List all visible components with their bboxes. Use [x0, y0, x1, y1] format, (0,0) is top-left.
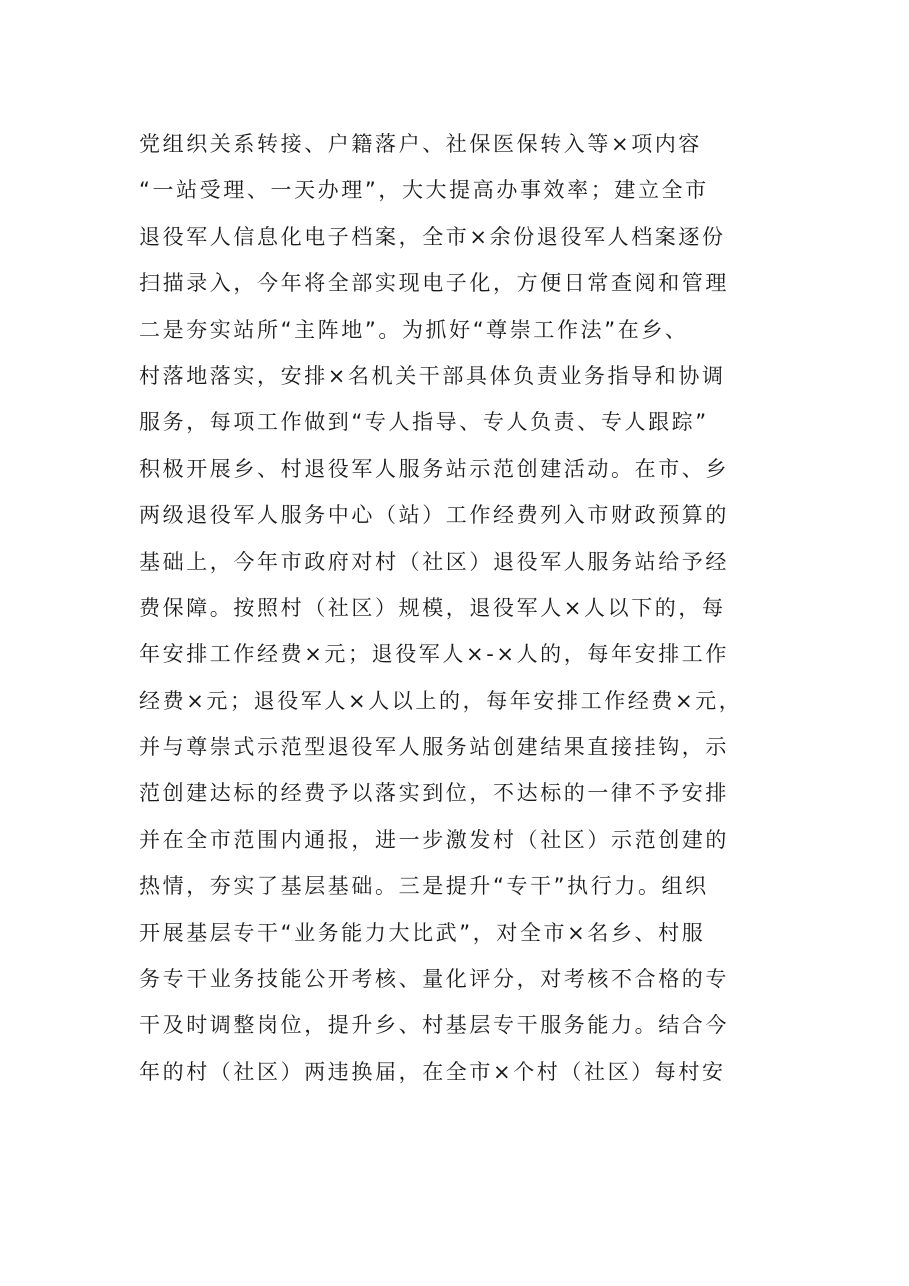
text-line: 扫描录入，今年将全部实现电子化，方便日常查阅和管理: [139, 271, 729, 296]
text-line: 并在全市范围内通报，进一步激发村（社区）示范创建的: [139, 827, 729, 852]
text-line: 年安排工作经费×元；退役军人×-×人的，每年安排工作: [139, 642, 729, 667]
text-line: 基础上，今年市政府对村（社区）退役军人服务站给予经: [139, 549, 729, 574]
text-line: 年的村（社区）两违换届，在全市×个村（社区）每村安: [139, 1059, 726, 1084]
text-line: 干及时调整岗位，提升乡、村基层专干服务能力。结合今: [139, 1013, 729, 1038]
text-line: 退役军人信息化电子档案，全市×余份退役军人档案逐份: [139, 224, 726, 249]
text-line: 积极开展乡、村退役军人服务站示范创建活动。在市、乡: [139, 456, 729, 481]
body-text: [139, 121, 779, 1095]
text-line: 经费×元；退役军人×人以上的，每年安排工作经费×元，: [139, 688, 743, 713]
text-line: “一站受理、一天办理”，大大提高办事效率；建立全市: [139, 178, 709, 203]
text-line: 二是夯实站所“主阵地”。为抓好“尊崇工作法”在乡、: [139, 317, 689, 342]
text-line: 费保障。按照村（社区）规模，退役军人×人以下的，每: [139, 595, 726, 620]
text-line: 范创建达标的经费予以落实到位，不达标的一律不予安排: [139, 781, 729, 806]
text-line: 两级退役军人服务中心（站）工作经费列入市财政预算的: [139, 503, 729, 528]
text-line: 热情，夯实了基层基础。三是提升“专干”执行力。组织: [139, 874, 709, 899]
text-line: 务专干业务技能公开考核、量化评分，对考核不合格的专: [139, 967, 729, 992]
text-line: 党组织关系转接、户籍落户、社保医保转入等×项内容: [139, 132, 702, 156]
text-line: 服务，每项工作做到“专人指导、专人负责、专人跟踪”: [139, 410, 709, 435]
text-line: 开展基层专干“业务能力大比武”，对全市×名乡、村服: [139, 920, 706, 945]
text-line: 村落地落实，安排×名机关干部具体负责业务指导和协调: [139, 363, 726, 388]
text-line: 并与尊崇式示范型退役军人服务站创建结果直接挂钩，示: [139, 735, 729, 760]
